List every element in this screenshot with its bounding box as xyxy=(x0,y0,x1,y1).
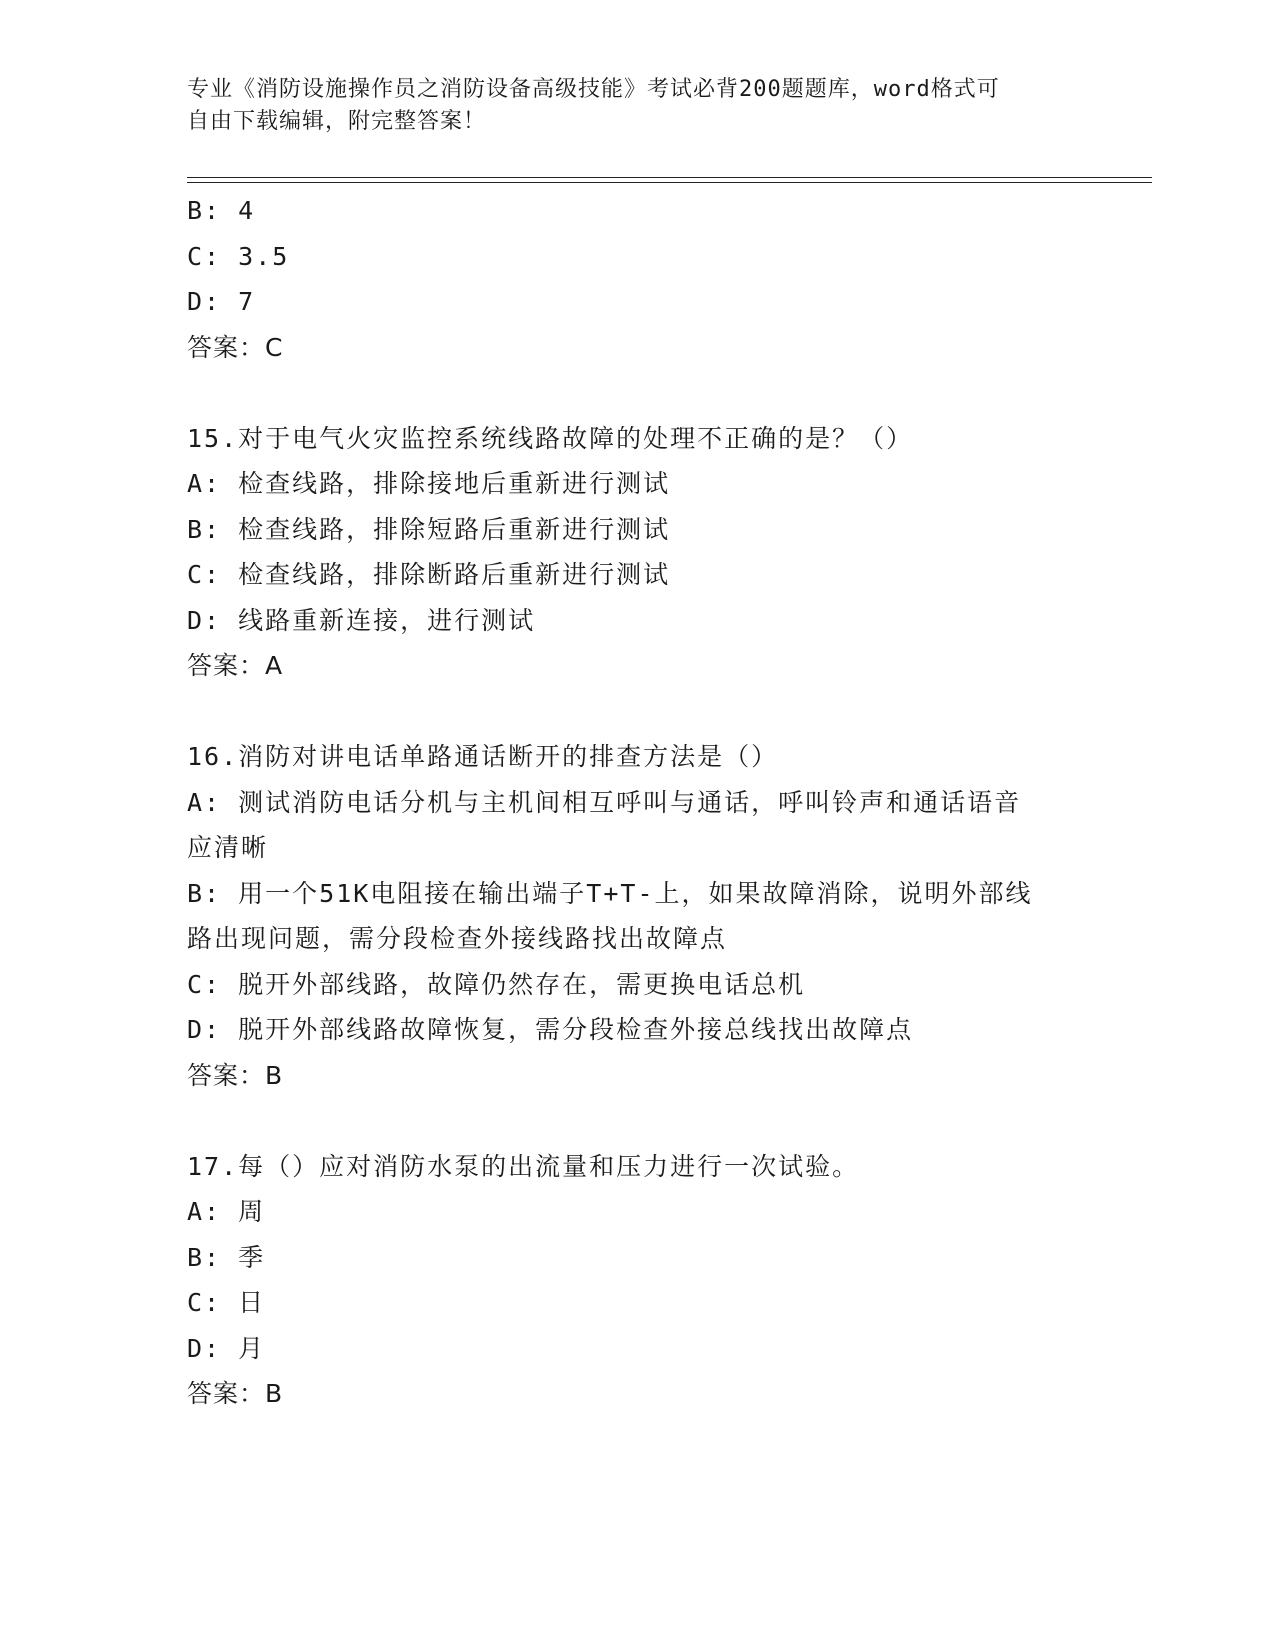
option-a-line-2: 应清晰 xyxy=(187,833,269,862)
question-15 xyxy=(187,416,1087,689)
option-d: D: 月 xyxy=(187,1333,266,1363)
answer-text: 答案：C xyxy=(187,332,284,362)
header-divider-top xyxy=(187,177,1152,178)
answer-text: 答案：B xyxy=(187,1379,284,1408)
question-text: 17.每（）应对消防水泵的出流量和压力进行一次试验。 xyxy=(187,1151,860,1181)
header-divider-bottom xyxy=(187,182,1152,183)
question-text: 15.对于电气火灾监控系统线路故障的处理不正确的是？（） xyxy=(187,423,914,453)
question-16 xyxy=(187,734,1087,1098)
option-b-line-2: 路出现问题，需分段检查外接线路找出故障点 xyxy=(187,924,728,953)
question-text: 16.消防对讲电话单路通话断开的排查方法是（） xyxy=(187,742,779,771)
option-b-line-1: B: 用一个51K电阻接在输出端子T+T-上，如果故障消除，说明外部线 xyxy=(187,878,1033,908)
spacer xyxy=(187,1098,1087,1144)
option-a: A: 周 xyxy=(187,1197,266,1226)
option-a: A: 检查线路，排除接地后重新进行测试 xyxy=(187,469,671,498)
option-b: B: 4 xyxy=(187,196,256,225)
option-b: B: 检查线路，排除短路后重新进行测试 xyxy=(187,514,671,544)
option-d: D: 脱开外部线路故障恢复，需分段检查外接总线找出故障点 xyxy=(187,1015,914,1044)
header-title-line-2: 自由下载编辑，附完整答案！ xyxy=(187,109,487,134)
option-c: C: 脱开外部线路，故障仍然存在，需更换电话总机 xyxy=(187,969,806,999)
option-c: C: 3.5 xyxy=(187,241,290,271)
spacer xyxy=(187,689,1087,735)
question-17 xyxy=(187,1144,1087,1417)
spacer xyxy=(187,370,1087,416)
option-c: C: 日 xyxy=(187,1288,266,1317)
option-d: D: 7 xyxy=(187,287,256,316)
question-list xyxy=(187,188,1087,1417)
option-c: C: 检查线路，排除断路后重新进行测试 xyxy=(187,560,671,589)
option-d: D: 线路重新连接，进行测试 xyxy=(187,605,536,635)
answer-text: 答案：A xyxy=(187,651,284,680)
header-title-line-1: 专业《消防设施操作员之消防设备高级技能》考试必背200题题库，word格式可 xyxy=(187,77,1000,102)
answer-text: 答案：B xyxy=(187,1060,284,1090)
document-header xyxy=(187,74,1067,138)
option-a-line-1: A: 测试消防电话分机与主机间相互呼叫与通话，呼叫铃声和通话语音 xyxy=(187,787,1022,817)
option-b: B: 季 xyxy=(187,1242,266,1272)
question-14-tail xyxy=(187,188,1087,370)
